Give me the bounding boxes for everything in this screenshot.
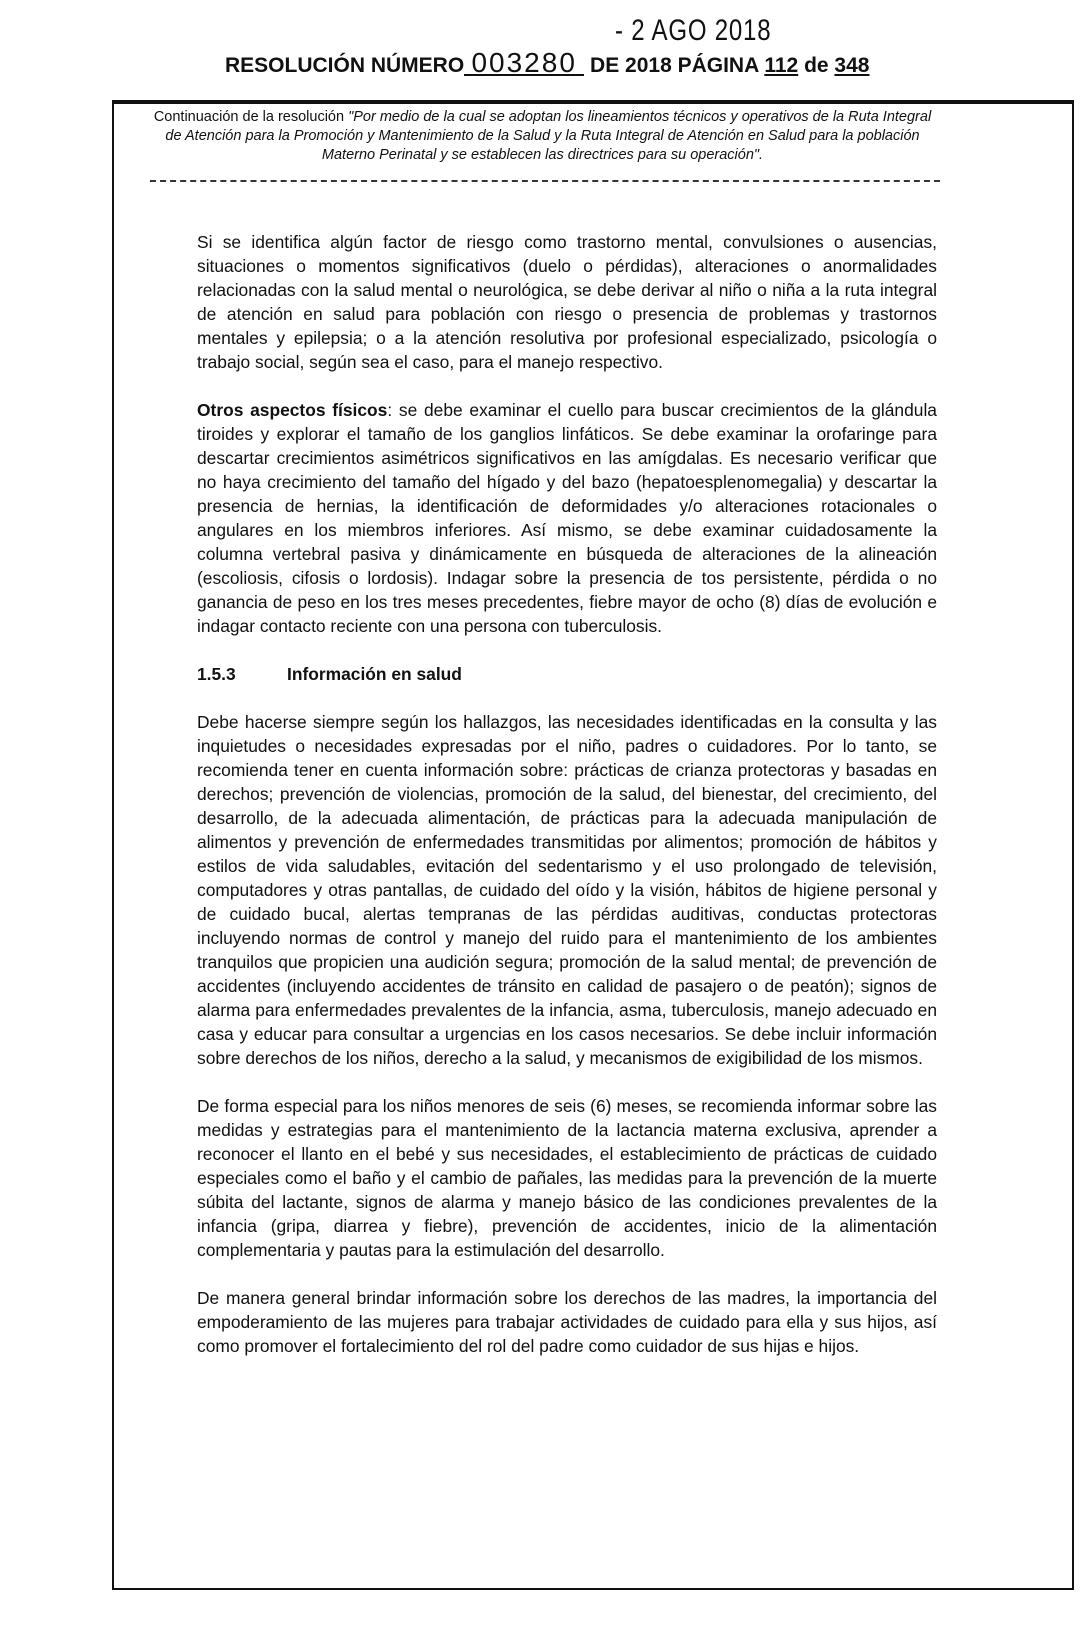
paragraph: Si se identifica algún factor de riesgo como trastorno mental, convulsiones o ausencias, situaciones o momentos significativos (duelo o pérdidas), alteraciones o anormalidades relacionadas con la salud mental o neurológica, se debe derivar al niño o niña a la ruta integral de atención en salud para población con riesgo o presencia de problemas y trastornos mentales y epilepsia; o a la atención resolutiva por profesional especializado, psicología o trabajo social, según sea el caso, para el manejo respectivo. (197, 232, 937, 372)
dashed-divider (150, 180, 940, 182)
paragraph: Debe hacerse siempre según los hallazgos, las necesidades identificadas en la consulta y las inquietudes o necesidades expresadas por el niño, padres o cuidadores. Por lo tanto, se recomienda tener en cuenta información sobre: prácticas de crianza protectoras y basadas en derechos; prevención de violencias, promoción de la salud, del bienestar, del crecimiento, del desarrollo, de la adecuada alimentación, de prácticas para la adecuada manipulación de alimentos y prevención de enfermedades transmitidas por alimentos; promoción de hábitos y estilos de vida saludables, evitación del sedentarismo y el uso prolongado de televisión, computadores y otras pantallas, de cuidado del oído y la visión, hábitos de higiene personal y de cuidado bucal, alertas tempranas de las pérdidas auditivas, conductas protectoras incluyendo normas de control y manejo del ruido para el mantenimiento de los ambientes tranquilos que propicien una audición segura; promoción de la salud mental; de prevención de accidentes (incluyendo accidentes de tránsito en calidad de pasajero o de peatón); signos de alarma para enfermedades prevalentes de la infancia, asma, tuberculosis, manejo adecuado en casa y educar para consultar a urgencias en los casos necesarios. Se debe incluir información sobre derechos de los niños, derecho a la salud, y mecanismos de exigibilidad de los mismos. (197, 712, 937, 1068)
paragraph: De forma especial para los niños menores de seis (6) meses, se recomienda informar sobre las medidas y estrategias para el mantenimiento de la lactancia materna exclusiva, aprender a reconocer el llanto en el bebé y sus necesidades, el establecimiento de prácticas de cuidado especiales como el baño y el cambio de pañales, las medidas para la prevención de la muerte súbita del lactante, signos de alarma y manejo básico de las condiciones prevalentes de la infancia (gripa, diarrea y fiebre), prevención de accidentes, inicio de la alimentación complementaria y pautas para la estimulación del desarrollo. (197, 1096, 937, 1260)
header-de: de (804, 54, 829, 77)
paragraph-lead: Otros aspectos físicos (197, 400, 388, 420)
continuation-note (150, 108, 935, 165)
paragraph (197, 398, 937, 638)
resolution-number: 003280 (464, 52, 584, 76)
section-title: Información en salud (287, 664, 462, 684)
paragraph-text: : se debe examinar el cuello para buscar crecimientos de la glándula tiroides y explorar el tamaño de los ganglios linfáticos. Se debe examinar la orofaringe para descartar crecimientos asimétricos significativos en las amígdalas. Es necesario verificar que no haya crecimiento del tamaño del hígado y del bazo (hepatoesplenomegalia) y descartar la presencia de hernias, la identificación de deformidades y/o alteraciones rotacionales o angulares en los miembros inferiores. Así mismo, se debe examinar cuidadosamente la columna vertebral pasiva y dinámicamente en búsqueda de alteraciones de la alineación (escoliosis, cifosis o lordosis). Indagar sobre la presencia de tos persistente, pérdida o no ganancia de peso en los tres meses precedentes, fiebre mayor de ocho (8) días de evolución e indagar contacto reciente con una persona con tuberculosis. (197, 400, 937, 636)
date-stamp: - 2 AGO 2018 (615, 14, 772, 47)
total-pages: 348 (834, 54, 870, 77)
page-number: 112 (764, 54, 799, 77)
paragraph: De manera general brindar información sobre los derechos de las madres, la importancia del empoderamiento de las mujeres para trabajar actividades de cuidado para ella y sus hijos, así como promover el fortalecimiento del rol del padre como cuidador de sus hijas e hijos. (197, 1288, 937, 1356)
header-year: DE 2018 PÁGINA (590, 54, 759, 77)
header-prefix: RESOLUCIÓN NÚMERO (225, 54, 465, 77)
document-body (197, 230, 937, 1382)
resolution-header (225, 47, 870, 78)
continuation-lead: Continuación de la resolución (153, 109, 349, 125)
continuation-title: "Por medio de la cual se adoptan los lineamientos técnicos y operativos de la Ruta Integral de Atención para la Promoción y Mantenimiento de la Salud y la Ruta Integral de Atención en Salud para la población Materno Perinatal y se establecen las directrices para su operación". (165, 109, 932, 163)
section-heading (197, 662, 937, 686)
section-number: 1.5.3 (197, 664, 236, 684)
